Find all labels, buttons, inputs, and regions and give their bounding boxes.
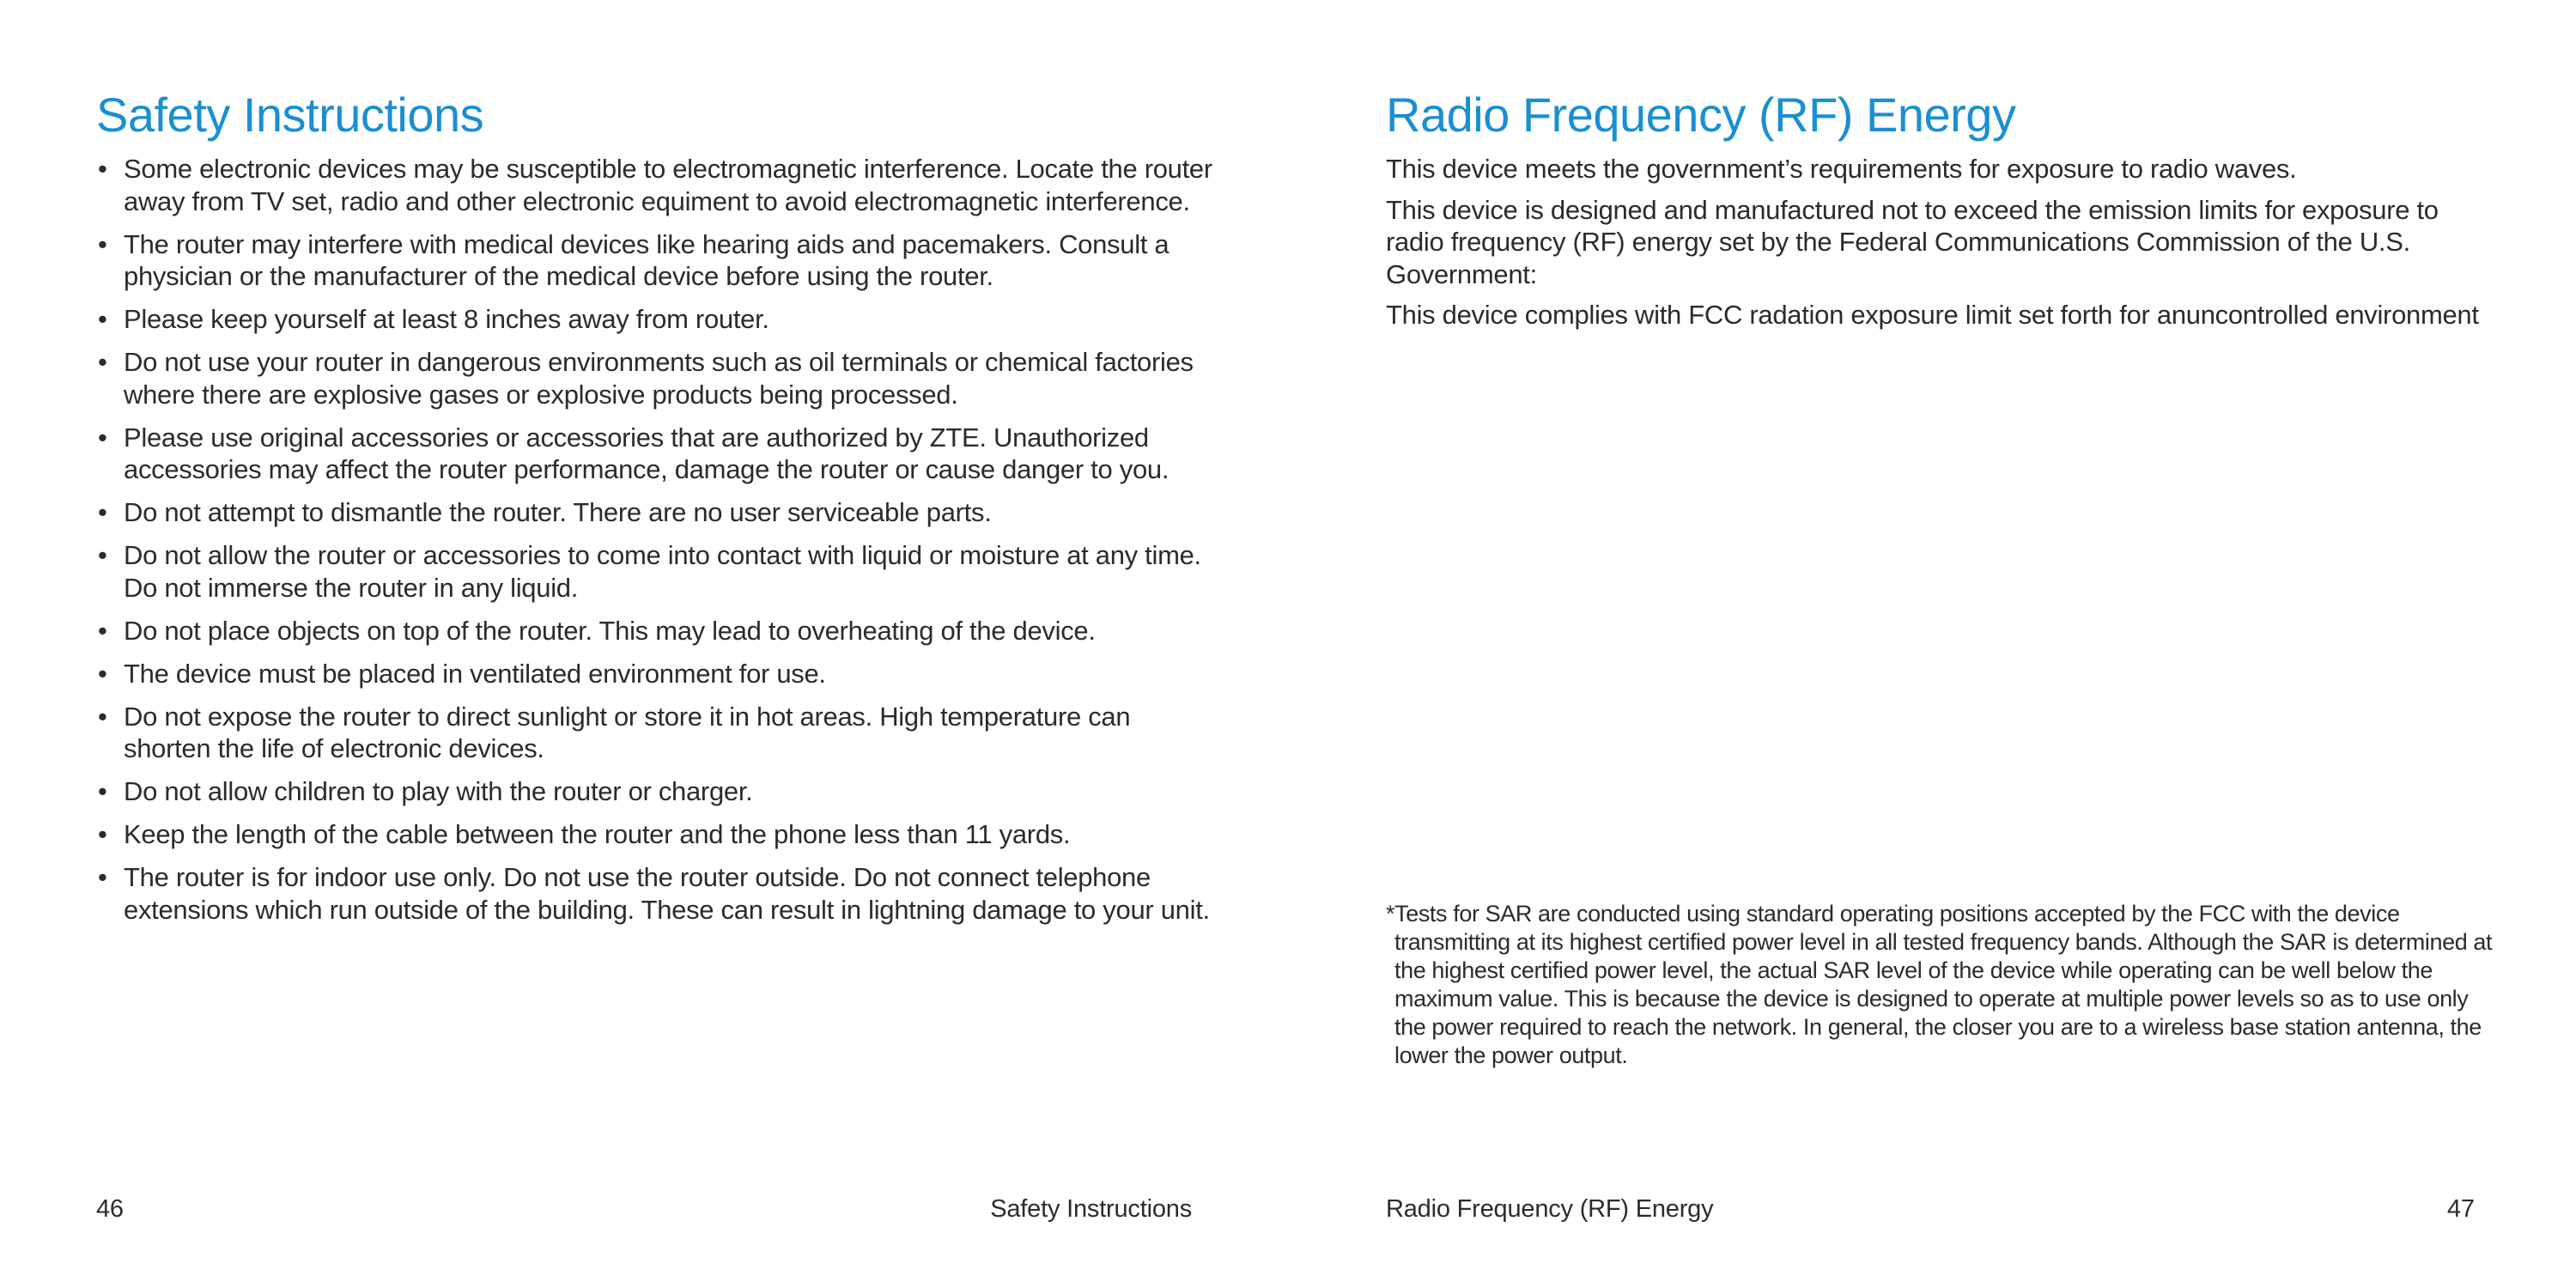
rf-energy-body <box>1386 153 2537 340</box>
list-item <box>96 346 1212 410</box>
list-item <box>96 818 1212 851</box>
page-title: Radio Frequency (RF) Energy <box>1386 88 2016 142</box>
bullet-icon: • <box>98 615 107 646</box>
safety-instructions-list <box>96 153 1212 937</box>
list-item <box>96 539 1212 604</box>
list-item <box>96 701 1212 765</box>
bullet-icon: • <box>98 658 107 689</box>
running-footer-title: Safety Instructions <box>990 1195 1192 1223</box>
list-item <box>96 153 1212 217</box>
list-item-text: Do not attempt to dismantle the router. There are no user serviceable parts. <box>124 497 992 527</box>
list-item <box>96 228 1212 293</box>
list-item-text: Do not place objects on top of the router. This may lead to overheating of the device. <box>124 615 1096 646</box>
list-item <box>96 775 1212 808</box>
list-item-text: Do not allow children to play with the router or charger. <box>124 776 753 806</box>
bullet-icon: • <box>98 347 107 377</box>
list-item-text: Please use original accessories or accessories that are authorized by ZTE. Unauthorized accessories may affect the router performance, damage the router or cause danger to you. <box>124 422 1170 484</box>
running-footer-title: Radio Frequency (RF) Energy <box>1386 1195 1714 1223</box>
bullet-icon: • <box>98 540 107 570</box>
bullet-icon: • <box>98 422 107 453</box>
list-item-text: The router may interfere with medical devices like hearing aids and pacemakers. Consult a physician or the manufacturer of the medical device before using the router. <box>124 228 1170 291</box>
page-number: 46 <box>96 1195 124 1223</box>
rf-paragraph: This device meets the government’s requirements for exposure to radio waves. <box>1386 154 2297 184</box>
list-item <box>96 615 1212 647</box>
list-item-text: The device must be placed in ventilated environment for use. <box>124 658 826 689</box>
rf-paragraph: This device complies with FCC radation exposure limit set forth for anuncontrolled environment <box>1386 300 2479 330</box>
list-item <box>96 303 1212 336</box>
bullet-icon: • <box>98 819 107 849</box>
list-item <box>96 861 1212 926</box>
list-item-text: Keep the length of the cable between the router and the phone less than 11 yards. <box>124 819 1071 849</box>
rf-paragraph: This device is designed and manufactured not to exceed the emission limits for exposure to radio frequency (RF) energy set by the Federal Communications Commission of the U.S. Government: <box>1386 194 2439 289</box>
bullet-icon: • <box>98 228 107 259</box>
bullet-icon: • <box>98 776 107 806</box>
bullet-icon: • <box>98 701 107 732</box>
page-number: 47 <box>2447 1195 2475 1223</box>
bullet-icon: • <box>98 154 107 184</box>
list-item-text: The router is for indoor use only. Do not use the router outside. Do not connect telephone extensions which run outside of the building. These can result in lightning damage to your unit. <box>124 862 1210 925</box>
sar-footnote: *Tests for SAR are conducted using standard operating positions accepted by the FCC with the device transmitting at its highest certified power level in all tested frequency bands. Although the SAR is determined at the highest certified power level, the actual SAR level of the device while operating can be well below the maximum value. This is because the device is designed to operate at multiple power levels so as to use only the power required to reach the network. In general, the closer you are to a wireless base station antenna, the lower the power output. <box>1386 901 2493 1068</box>
list-item-text: Do not allow the router or accessories to come into contact with liquid or moisture at any time. Do not immerse the router in any liquid. <box>124 540 1201 603</box>
bullet-icon: • <box>98 497 107 527</box>
list-item-text: Do not expose the router to direct sunlight or store it in hot areas. High temperature can shorten the life of electronic devices. <box>124 701 1131 763</box>
list-item-text: Some electronic devices may be susceptible to electromagnetic interference. Locate the router away from TV set, radio and other electronic equiment to avoid electromagnetic interference. <box>124 154 1212 216</box>
list-item <box>96 658 1212 690</box>
bullet-icon: • <box>98 862 107 892</box>
list-item-text: Please keep yourself at least 8 inches away from router. <box>124 304 769 334</box>
bullet-icon: • <box>98 304 107 334</box>
list-item <box>96 422 1212 486</box>
list-item <box>96 496 1212 529</box>
list-item-text: Do not use your router in dangerous environments such as oil terminals or chemical factories where there are explosive gases or explosive products being processed. <box>124 347 1194 410</box>
page-title: Safety Instructions <box>96 88 484 142</box>
